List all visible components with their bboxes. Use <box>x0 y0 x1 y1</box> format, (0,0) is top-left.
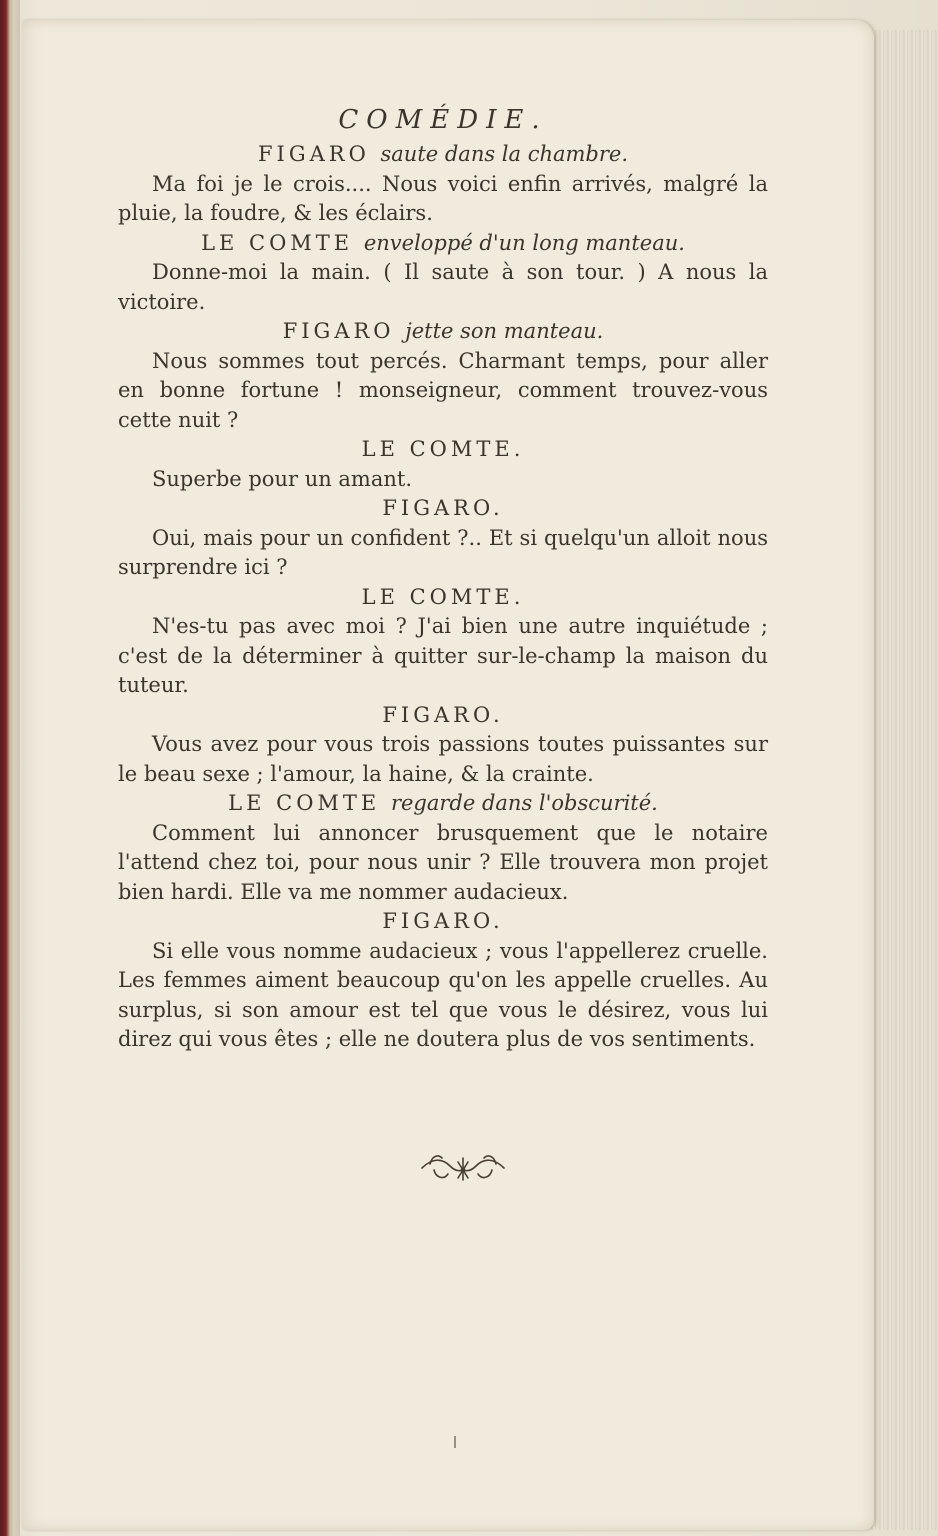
speaker-line <box>118 140 768 170</box>
speaker-line <box>118 435 768 465</box>
stage-direction: saute dans la chambre. <box>380 142 629 166</box>
gutter-mark <box>454 1436 456 1448</box>
book-binding <box>0 0 20 1536</box>
speaker-line <box>118 317 768 347</box>
speaker-name: FIGARO. <box>382 496 504 520</box>
speaker-line <box>118 907 768 937</box>
stage-direction: regarde dans l'obscurité. <box>390 791 658 815</box>
speech: Vous avez pour vous trois passions toutes puissantes sur le beau sexe ; l'amour, la haine, & la crainte. <box>118 732 768 786</box>
speaker-name: LE COMTE. <box>361 437 525 461</box>
running-head: COMÉDIE. <box>338 105 548 135</box>
stage-direction: enveloppé d'un long manteau. <box>363 230 685 255</box>
speaker-line <box>118 789 768 819</box>
speech: Comment lui annoncer brusquement que le notaire l'attend chez toi, pour nous unir ? Elle trouvera mon projet bien hardi. Elle va me nommer audacieux. <box>118 820 768 904</box>
speech: Oui, mais pour un confident ?.. Et si quelqu'un alloit nous surprendre ici ? <box>118 525 768 579</box>
speaker-name: LE COMTE <box>201 230 354 255</box>
stage-direction: jette son manteau. <box>405 319 604 343</box>
speaker-name: LE COMTE <box>228 791 381 815</box>
speaker-name: FIGARO. <box>382 702 504 727</box>
speech: N'es-tu pas avec moi ? J'ai bien une autre inquiétude ; c'est de la déterminer à quitter sur-le-champ la maison du tuteur. <box>118 614 768 697</box>
page-text <box>118 100 768 1055</box>
speaker-line <box>118 701 768 731</box>
speech: Donne-moi la main. ( Il saute à son tour. ) A nous la victoire. <box>118 260 768 314</box>
speaker-line <box>118 494 768 524</box>
speaker-name: FIGARO <box>282 319 395 343</box>
speech: Si elle vous nomme audacieux ; vous l'appellerez cruelle. Les femmes aiment beaucoup qu'on les appelle cruelles. Au surplus, si son amour est tel que vous le désirez, vous lui direz qui vous êtes ; elle ne doutera plus de vos sentiments. <box>118 938 768 1051</box>
floral-ornament-icon <box>418 1148 508 1188</box>
speaker-name: FIGARO <box>257 142 370 166</box>
speech: Ma foi je le crois.... Nous voici enfin arrivés, malgré la pluie, la foudre, & les éclairs. <box>118 171 768 225</box>
speaker-name: FIGARO. <box>382 909 504 933</box>
speaker-name: LE COMTE. <box>361 584 525 609</box>
speech: Superbe pour un amant. <box>152 466 413 491</box>
speech: Nous sommes tout percés. Charmant temps, pour aller en bonne fortune ! monseigneur, comment trouvez-vous cette nuit ? <box>118 348 768 432</box>
speaker-line <box>118 583 768 613</box>
speaker-line <box>118 229 768 259</box>
